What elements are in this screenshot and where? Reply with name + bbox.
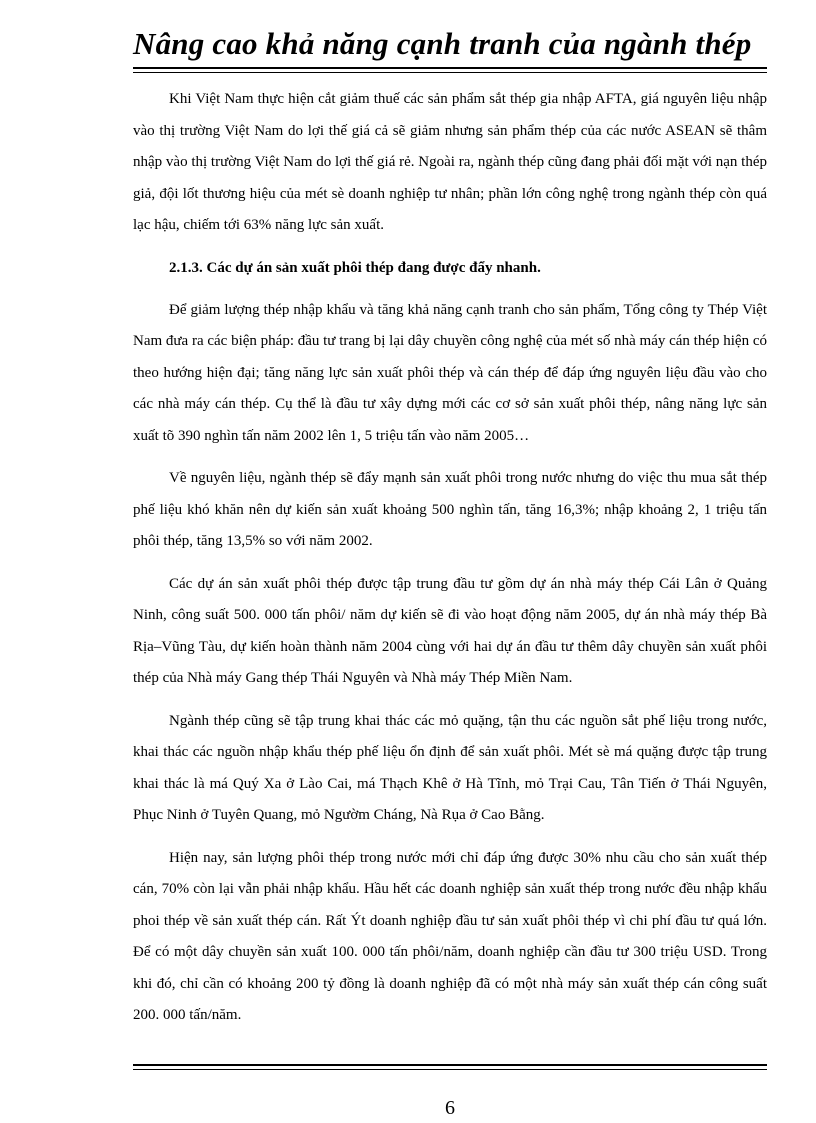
section-heading: 2.1.3. Các dự án sản xuất phôi thép đang được đẩy nhanh. (169, 259, 541, 276)
paragraph-measures: Để giảm lượng thép nhập khẩu và tăng khả năng cạnh tranh cho sản phẩm, Tổng công ty Thép Việt Nam đưa ra các biện pháp: đầu tư trang bị lại dây chuyền công nghệ của mét số nhà máy cán thép hiện có theo hướng hiện đại; tăng năng lực sản xuất phôi thép và cán thép để đáp ứng nguyên liệu đầu vào cho các nhà máy cán thép. Cụ thể là đầu tư xây dựng mới các cơ sở sản xuất phôi thép, nâng năng lực sản xuất tõ 390 nghìn tấn năm 2002 lên 1, 5 triệu tấn vào năm 2005… (133, 301, 767, 444)
paragraph-afta-impact: Khi Việt Nam thực hiện cắt giảm thuế các sản phẩm sắt thép gia nhập AFTA, giá nguyên liệu nhập vào thị trường Việt Nam do lợi thế giá cả sẽ giảm nhưng sản phẩm thép của các nước ASEAN sẽ thâm nhập vào thị trường Việt Nam do lợi thế giá rẻ. Ngoài ra, ngành thép cũng đang phải đối mặt với nạn thép giả, đội lốt thương hiệu của mét sè doanh nghiệp tư nhân; phần lớn công nghệ trong ngành thép còn quá lạc hậu, chiếm tới 63% năng lực sản xuất. (133, 91, 767, 233)
paragraph-current-output: Hiện nay, sản lượng phôi thép trong nước mới chỉ đáp ứng được 30% nhu cầu cho sản xuất thép cán, 70% còn lại vẫn phải nhập khẩu. Hầu hết các doanh nghiệp sản xuất thép trong nước đều nhập khẩu phoi thép về sản xuất thép cán. Rất Ýt doanh nghiệp đầu tư sản xuất phôi thép vì chi phí đầu tư quá lớn. Để có một dây chuyền sản xuất 100. 000 tấn phôi/năm, doanh nghiệp cần đầu tư 300 triệu USD. Trong khi đó, chỉ cần có khoảng 200 tỷ đồng là doanh nghiệp đã có một nhà máy sản xuất thép cán công suất 200. 000 tấn/năm. (133, 849, 767, 1023)
paragraph-mines: Ngành thép cũng sẽ tập trung khai thác các mỏ quặng, tận thu các nguồn sắt phế liệu trong nước, khai thác các nguồn nhập khẩu thép phế liệu ổn định để sản xuất phôi. Mét sè má quặng được tập trung khai thác là má Quý Xa ở Lào Cai, má Thạch Khê ở Hà Tĩnh, mỏ Trại Cau, Tân Tiến ở Thái Nguyên, Phục Ninh ở Tuyên Quang, mỏ Ngườm Cháng, Nà Rụa ở Cao Bằng. (133, 712, 767, 823)
footer-divider (133, 1064, 767, 1070)
document-body (133, 84, 767, 1043)
header-divider (133, 67, 767, 73)
paragraph-projects: Các dự án sản xuất phôi thép được tập trung đầu tư gồm dự án nhà máy thép Cái Lân ở Quảng Ninh, công suất 500. 000 tấn phôi/ năm dự kiến sẽ đi vào hoạt động năm 2005, dự án nhà máy thép Bà Rịa–Vũng Tàu, dự kiến hoàn thành năm 2004 cùng với hai dự án đầu tư thêm dây chuyền sản xuất phôi thép của Nhà máy Gang thép Thái Nguyên và Nhà máy Thép Miền Nam. (133, 575, 767, 686)
paragraph-raw-materials: Về nguyên liệu, ngành thép sẽ đẩy mạnh sản xuất phôi trong nước nhưng do việc thu mua sắt thép phế liệu khó khăn nên dự kiến sản xuất khoảng 500 nghìn tấn, tăng 16,3%; nhập khoảng 2, 1 triệu tấn phôi thép, tăng 13,5% so với năm 2002. (133, 470, 767, 549)
page-number: 6 (445, 1097, 455, 1119)
page-header-title: Nâng cao khả năng cạnh tranh của ngành thép (133, 26, 752, 61)
